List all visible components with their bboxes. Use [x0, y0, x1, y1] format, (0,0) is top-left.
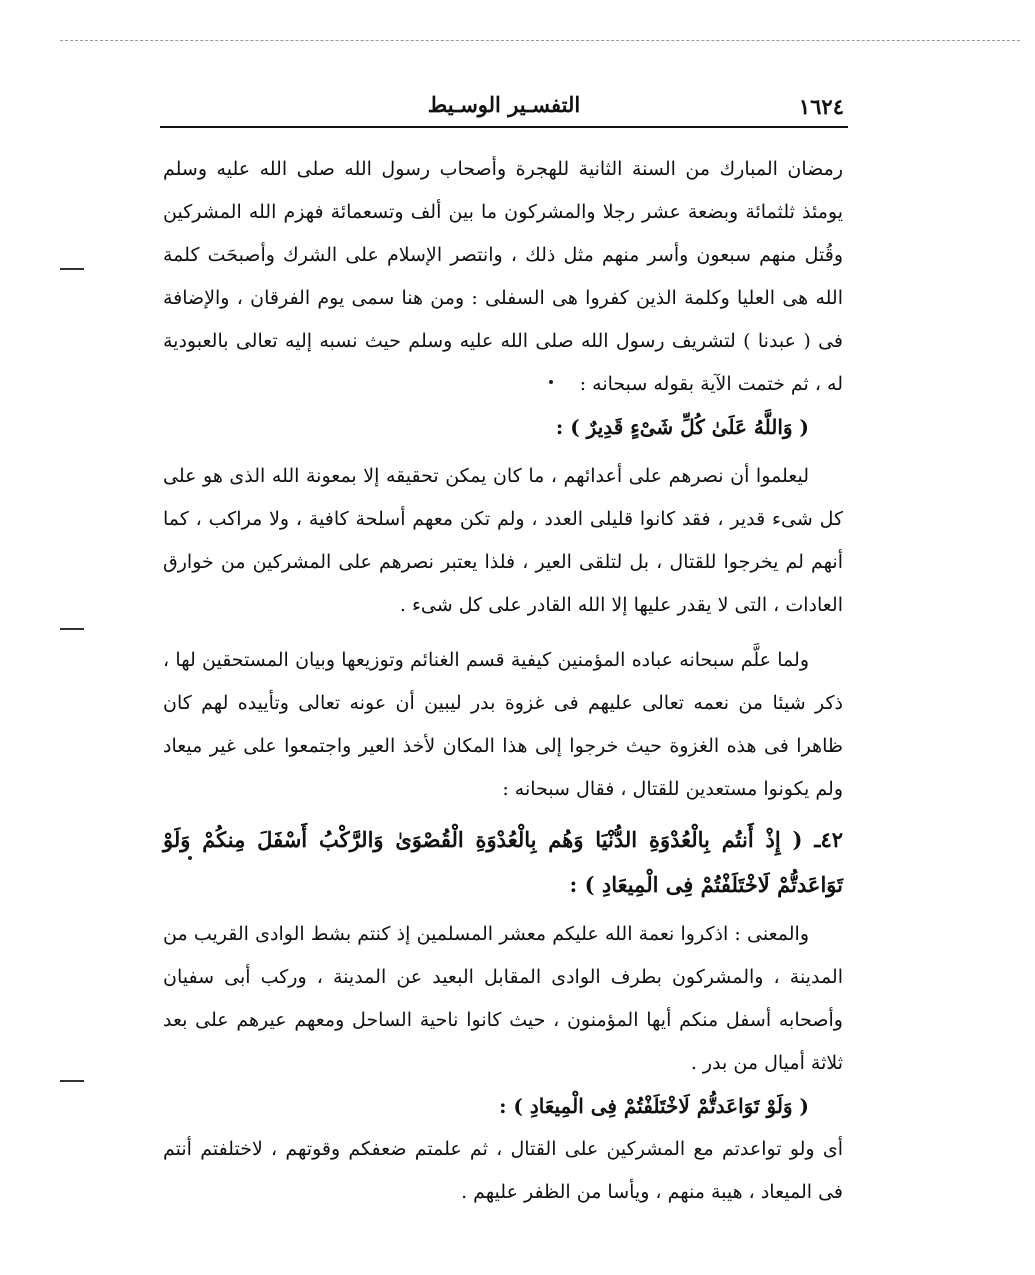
- paragraph-3: ولما علَّم سبحانه عباده المؤمنين كيفية قسم الغنائم وتوزيعها وبيان المستحقين لها ، ذكر شيئا من نعمه تعالى عليهم فى غزوة بدر ليبين أن عونه تعالى وتأييده لهم كان ظاهرا فى هذه الغزوة حيث خرجوا إلى هذا المكان لأخذ العير واجتمعوا على غير ميعاد ولم يكونوا مستعدين للقتال ، فقال سبحانه :: [163, 649, 843, 800]
- page-number: ١٦٢٤: [798, 94, 844, 119]
- page-body: [163, 148, 843, 1214]
- margin-mark: [60, 1080, 84, 1082]
- quoted-verse-2: ( وَلَوْ تَوَاعَدتُّمْ لَاخْتَلَفْتُمْ فِى الْمِيعَادِ ) :: [499, 1094, 809, 1118]
- paragraph-4: والمعنى : اذكروا نعمة الله عليكم معشر المسلمين إذ كنتم بشط الوادى القريب من المدينة ، والمشركون بطرف الوادى المقابل البعيد عن المدينة ، وركب أبى سفيان وأصحابه أسفل منكم أيها المؤمنون ، حيث كانوا ناحية الساحل ومعهم عيرهم على بعد ثلاثة أميال من بدر .: [163, 923, 843, 1074]
- margin-mark: [60, 268, 84, 270]
- running-title: التفسـير الوسـيط: [427, 92, 581, 117]
- paragraph-1: رمضان المبارك من السنة الثانية للهجرة وأصحاب رسول الله صلى الله عليه وسلم يومئذ ثلثمائة وبضعة عشر رجلا والمشركون ما بين ألف وتسعمائة فهزم الله المشركين وقُتل منهم سبعون وأسر منهم مثل ذلك ، وانتصر الإسلام على الشرك وأصبحَت كلمة الله هى العليا وكلمة الذين كفروا هى السفلى : ومن هنا سمى يوم الفرقان ، والإضافة فى ( عبدنا ) لتشريف رسول الله صلى الله عليه وسلم حيث نسبه إليه تعالى بالعبودية له ، ثم ختمت الآية بقوله سبحانه :: [163, 158, 843, 395]
- paragraph-2: ليعلموا أن نصرهم على أعدائهم ، ما كان يمكن تحقيقه إلا بمعونة الله الذى هو على كل شىء قدير ، فقد كانوا قليلى العدد ، ولم تكن معهم أسلحة كافية ، ولا مراكب ، كما أنهم لم يخرجوا للقتال ، بل لتلقى العير ، فلذا يعتبر نصرهم على المشركين من خوارق العادات ، التى لا يقدر عليها إلا الله القادر على كل شىء .: [163, 465, 843, 616]
- verse-42: ٤٢ـ ( إِذْ أَنتُم بِالْعُدْوَةِ الدُّنْيَا وَهُم بِالْعُدْوَةِ الْقُصْوَىٰ وَالرَّكْبُ أَسْفَلَ مِنكُمْ وَلَوْ تَوَاعَدتُّمْ لَاخْتَلَفْتُمْ فِى الْمِيعَادِ ) :: [163, 827, 843, 897]
- quoted-verse-1: ( وَاللَّهُ عَلَىٰ كُلِّ شَىْءٍ قَدِيرٌ ) :: [555, 415, 809, 439]
- margin-mark: [60, 628, 84, 630]
- page-header: [160, 92, 848, 128]
- scan-edge-line: [60, 40, 1020, 41]
- print-speck: [188, 856, 192, 860]
- paragraph-5: أى ولو تواعدتم مع المشركين على القتال ، ثم علمتم ضعفكم وقوتهم ، لاختلفتم أنتم فى الميعاد ، هيبة منهم ، ويأسا من الظفر عليهم .: [163, 1138, 843, 1203]
- print-speck: [549, 380, 553, 384]
